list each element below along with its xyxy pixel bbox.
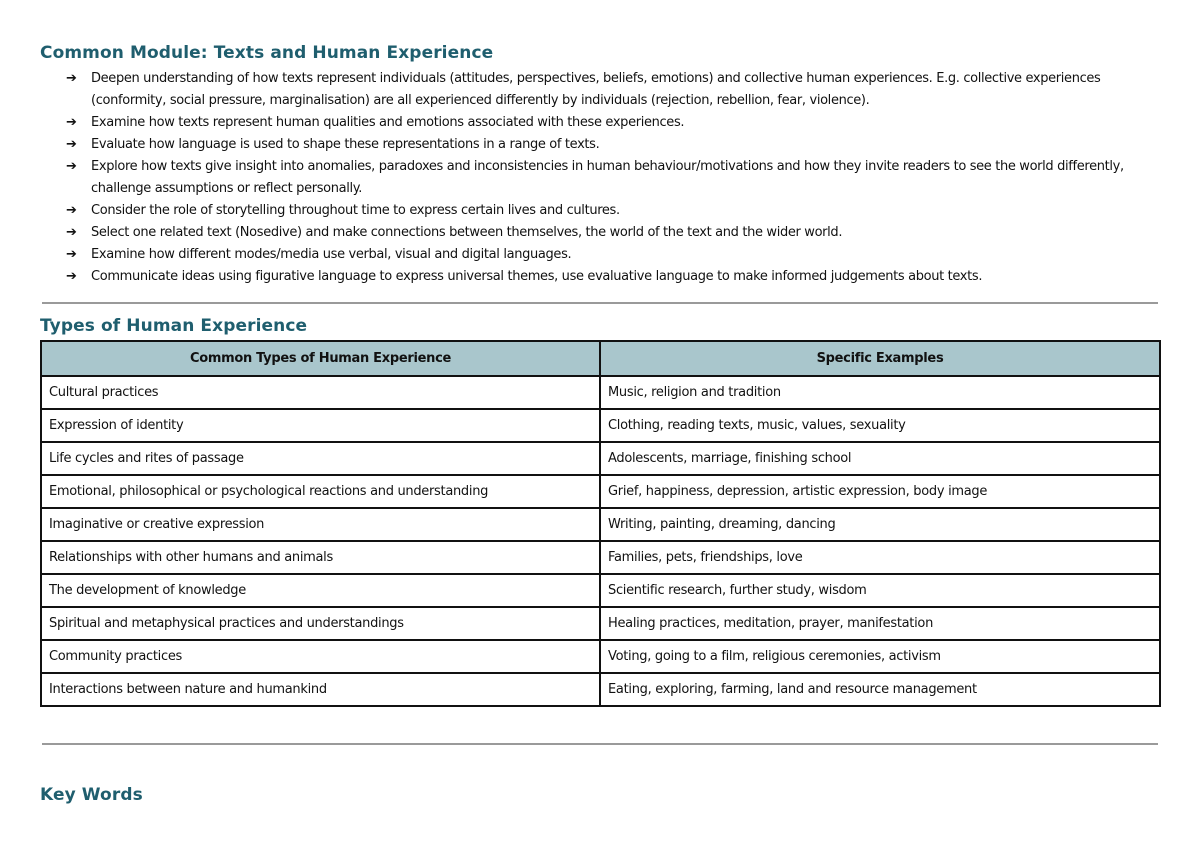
type-cell: Expression of identity [41, 409, 600, 442]
type-cell: Life cycles and rites of passage [41, 442, 600, 475]
key-words-title: Key Words [40, 785, 143, 805]
bullet-item [66, 112, 1166, 134]
types-title: Types of Human Experience [40, 316, 308, 336]
example-cell: Healing practices, meditation, prayer, manifestation [600, 607, 1160, 640]
example-cell: Writing, painting, dreaming, dancing [600, 508, 1160, 541]
bullet-text: Evaluate how language is used to shape these representations in a range of texts. [91, 137, 600, 152]
bullet-item [66, 156, 1166, 200]
type-cell: Cultural practices [41, 376, 600, 409]
bullet-text: Select one related text (Nosedive) and make connections between themselves, the world of the text and the wider world. [91, 225, 843, 240]
table-row [41, 475, 1160, 508]
bullet-text: Deepen understanding of how texts represent individuals (attitudes, perspectives, beliefs, emotions) and collective human experiences. E.g. collective experiences (conformity, social pressure, marginalisation) are all experienced differently by individuals (rejection, rebellion, fear, violence). [91, 71, 1101, 108]
example-cell: Clothing, reading texts, music, values, sexuality [600, 409, 1160, 442]
bullet-text: Explore how texts give insight into anomalies, paradoxes and inconsistencies in human behaviour/motivations and how they invite readers to see the world differently, challenge assumptions or reflect personally. [91, 159, 1124, 196]
bullet-text: Examine how different modes/media use verbal, visual and digital languages. [91, 247, 572, 262]
right-arrow-icon: ➔ [66, 71, 77, 86]
section-divider [42, 743, 1158, 745]
example-cell: Voting, going to a film, religious ceremonies, activism [600, 640, 1160, 673]
bullet-item [66, 244, 1166, 266]
example-cell: Eating, exploring, farming, land and resource management [600, 673, 1160, 706]
table-row [41, 640, 1160, 673]
example-cell: Scientific research, further study, wisdom [600, 574, 1160, 607]
table-row [41, 376, 1160, 409]
table-row [41, 442, 1160, 475]
right-arrow-icon: ➔ [66, 159, 77, 174]
example-cell: Families, pets, friendships, love [600, 541, 1160, 574]
table-row [41, 607, 1160, 640]
bullet-item [66, 222, 1166, 244]
type-cell: Community practices [41, 640, 600, 673]
table-row [41, 508, 1160, 541]
type-cell: The development of knowledge [41, 574, 600, 607]
bullet-item [66, 200, 1166, 222]
column-header-examples: Specific Examples [600, 341, 1160, 376]
type-cell: Emotional, philosophical or psychological reactions and understanding [41, 475, 600, 508]
right-arrow-icon: ➔ [66, 225, 77, 240]
type-cell: Imaginative or creative expression [41, 508, 600, 541]
right-arrow-icon: ➔ [66, 203, 77, 218]
table-row [41, 574, 1160, 607]
table-row [41, 673, 1160, 706]
module-bullet-list [66, 68, 1166, 288]
section-divider [42, 302, 1158, 304]
type-cell: Spiritual and metaphysical practices and understandings [41, 607, 600, 640]
table-row [41, 409, 1160, 442]
table-header-row [41, 341, 1160, 376]
bullet-item [66, 134, 1166, 156]
example-cell: Grief, happiness, depression, artistic expression, body image [600, 475, 1160, 508]
right-arrow-icon: ➔ [66, 115, 77, 130]
example-cell: Adolescents, marriage, finishing school [600, 442, 1160, 475]
right-arrow-icon: ➔ [66, 269, 77, 284]
bullet-text: Communicate ideas using figurative language to express universal themes, use evaluative language to make informed judgements about texts. [91, 269, 983, 284]
right-arrow-icon: ➔ [66, 137, 77, 152]
table-row [41, 541, 1160, 574]
right-arrow-icon: ➔ [66, 247, 77, 262]
bullet-text: Examine how texts represent human qualities and emotions associated with these experiences. [91, 115, 685, 130]
human-experience-table [40, 340, 1161, 707]
example-cell: Music, religion and tradition [600, 376, 1160, 409]
module-title: Common Module: Texts and Human Experience [40, 43, 494, 63]
column-header-types: Common Types of Human Experience [41, 341, 600, 376]
type-cell: Interactions between nature and humankind [41, 673, 600, 706]
bullet-text: Consider the role of storytelling throughout time to express certain lives and cultures. [91, 203, 620, 218]
type-cell: Relationships with other humans and animals [41, 541, 600, 574]
bullet-item [66, 266, 1166, 288]
bullet-item [66, 68, 1166, 112]
